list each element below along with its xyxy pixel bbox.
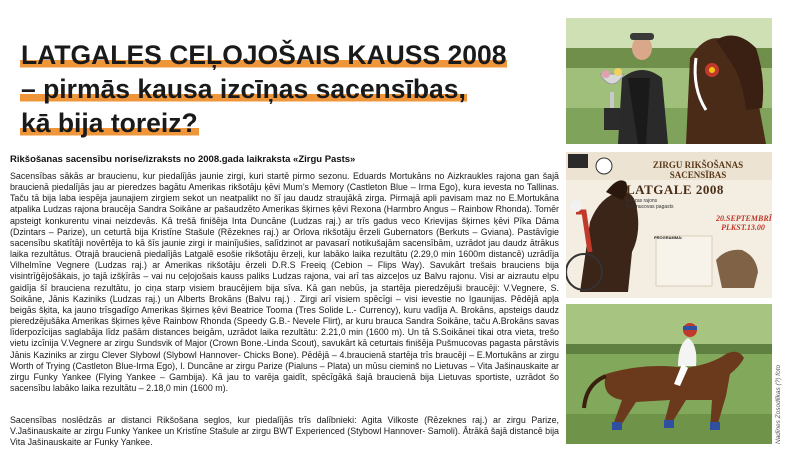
poster-location-line: Ludzas rajons	[626, 198, 658, 204]
title-line-3: kā bija toreiz?	[21, 108, 198, 138]
poster-time-line: PLKST.13.00	[721, 223, 765, 232]
article-title	[20, 38, 560, 140]
poster-date	[716, 214, 770, 232]
article-body	[10, 171, 559, 400]
title-line-2: – pirmās kausa izcīņas sacensības,	[21, 74, 466, 104]
title-line-1: LATGALES CEĻOJOŠAIS KAUSS 2008	[21, 40, 507, 70]
poster-location	[626, 198, 696, 210]
article-body-end	[10, 415, 559, 454]
poster-title: ZIRGU RIKŠOŠANAS SACENSĪBAS	[652, 160, 744, 180]
event-poster	[566, 152, 772, 298]
article-subheading: Rikšošanas sacensību norise/izraksts no 2008.gada laikraksta «Zirgu Pasts»	[10, 154, 356, 165]
photo-credit-text: Nadīnes Zosodlīkas (?) foto	[775, 364, 782, 444]
poster-date-line: 20.SEPTEMBRĪ	[716, 214, 772, 223]
poster-program-label: PROGRAMMA:	[654, 235, 683, 240]
photo-trophy-horse	[566, 18, 772, 144]
article-paragraph: Sacensības noslēdzās ar distanci Rikšošana seglos, kur piedalījās trīs dalībnieki: Agita Vilkoste (Rēzeknes raj.) ar zirgu Parize, V.Jašinauskaite ar zirgu Funky Yankee un Kristīne Stašule ar zirgu BWT Experienced (Stybowl Hannover- Samoli). Ātrākā šajā distancē bija Vita Jašinauskaite ar Funky Yankee.	[10, 415, 559, 448]
article-paragraph: Sacensības sākās ar braucienu, kur piedalījās jaunie zirgi, kuri startē pirmo sezonu. Eduards Mortukāns no Aizkraukles rajona gan šajā braucienā piedalījās jau ar pieredzes bagātu Amerikas rikšotāju ķēvi Mum’s Memory (Castleton Blue – Irma Ego), kura ievesta no Tallinas. Taču tā bija laba iespēja jaunajiem zirgiem sekot un neatpalikt no šī jau daudz straujākā zirga. Pirmajā apli pavisam maz no E.Mortukāna atpalika Ludzas rajona braucēja Sandra Soikāne ar pašaudzēto Amerikas šķirnes ķēvi Rexona (Harmbro Angus – Rainbow Rhonda). Tomēr apsteigt konkurentu vinai neizdevās. Kā trešā finišēja Inta Duncāne (Ludzas raj.) ar trīs gadus veco Krievijas šķirnes ķēvi Pīka Dāma (Dzintars – Parize), un ceturtā bija Kristīne Stašule (Rēzeknes raj.) ar Orlova rikšotāju ērzeli Gubernators (Berkuts – Gviana). Pastāvīgie sacensību skatītāji novērtēja to kā šīs jaunie zirgi ir mainījušies, salīdzinot ar pavasarī notikušajām sacensībām, uzrādot jau daudz ātrākus laika rezultātus. Otrajā braucienā piedalījās Latgalē esošie rikšotāju ērzeļi, kur labāko laika rezultātu (2.29,0 min 1600m distancē) uzrādīja Vilhelmīne Vegnere (Ludzas raj.) ar Amerikas rikšotāju ērzeli D.R.S Freeiq (Cebion – Flips Way). Savukārt trešais brauciens bija visintrīģējošākais, jo tajā izšķīrās – vai nu ceļojošais kauss paliks Ludzas rajona, vai arī tas aizceļos uz Balvu rajonu. Visi ar aizrautu elpu gaidīja šī brauciena rezultātu, jo ciņa starp visiem braucējiem bija sīva. Kā gan nebūs, ja startēja pieredzējuši braucēji: V.Vegnere, S. Soikāne, Jānis Kaziniks (Ludzas raj.) un Alberts Brokāns (Balvu raj.) . Zirgi arī visiem spēcīgi – visi ievestie no Igaunijas. Pēdējā apļa beigās šķita, ka jauno trīsgadīgo Amerikas šķirnes ķēvi Beatrice Tooma (Tres Solide L.- Currency), kuru vadīja A. Brokāns, apsteigs daudz pieredzējušāka Amerikas šķirnes ķēve Rainbow Rhonda (Speedy G.B.- Nevele Flirt), ar kuru brauca Sandra Soikāne, taču A.Brokāns savas līderpozīcijas saglabāja līdz pašām distances beigām, uzrādot laika rezultātu: 2.21,0 min (1600 m). Un tā S.Soikānei tikai otra vieta, trešo vietu izcīnija V.Vegnere ar zirgu Sundsvik of Major (Crown Bone.-Linda Scout), savukārt kā ceturtais finišēja Pušmucovas pagasta pārstāvis Jānis Kaziniks ar zirgu Clever Slybowl (Slybowl Hannover- Chicks Bone). Pēdējā – 4.braucienā startēja trīs braucēji – E.Mortukāns ar zirgu Worth of Trying (Castleton Blue-Irma Ego), I. Duncāne ar zirgu Parize (Pialuns – Plata) un mūsu cieminš no Lietuvas – Vita Jašinauskaite ar zirgu Funky Yankee (Flying Yankee – Gambija). Kā jau to varēja gaidīt, spēcīgākā šajā braucienā bija Lietuvas sportiste, uzrādot šo sacensību labāko laika rezultātu – 2.18,0 min (1600 m).	[10, 171, 559, 393]
photo-credit	[775, 344, 789, 444]
poster-program	[654, 236, 724, 241]
poster-location-line: Pušmucovas pagasts	[626, 204, 674, 210]
poster-event-name: LATGALE 2008	[626, 182, 724, 197]
photo-rider-horse	[566, 304, 772, 444]
